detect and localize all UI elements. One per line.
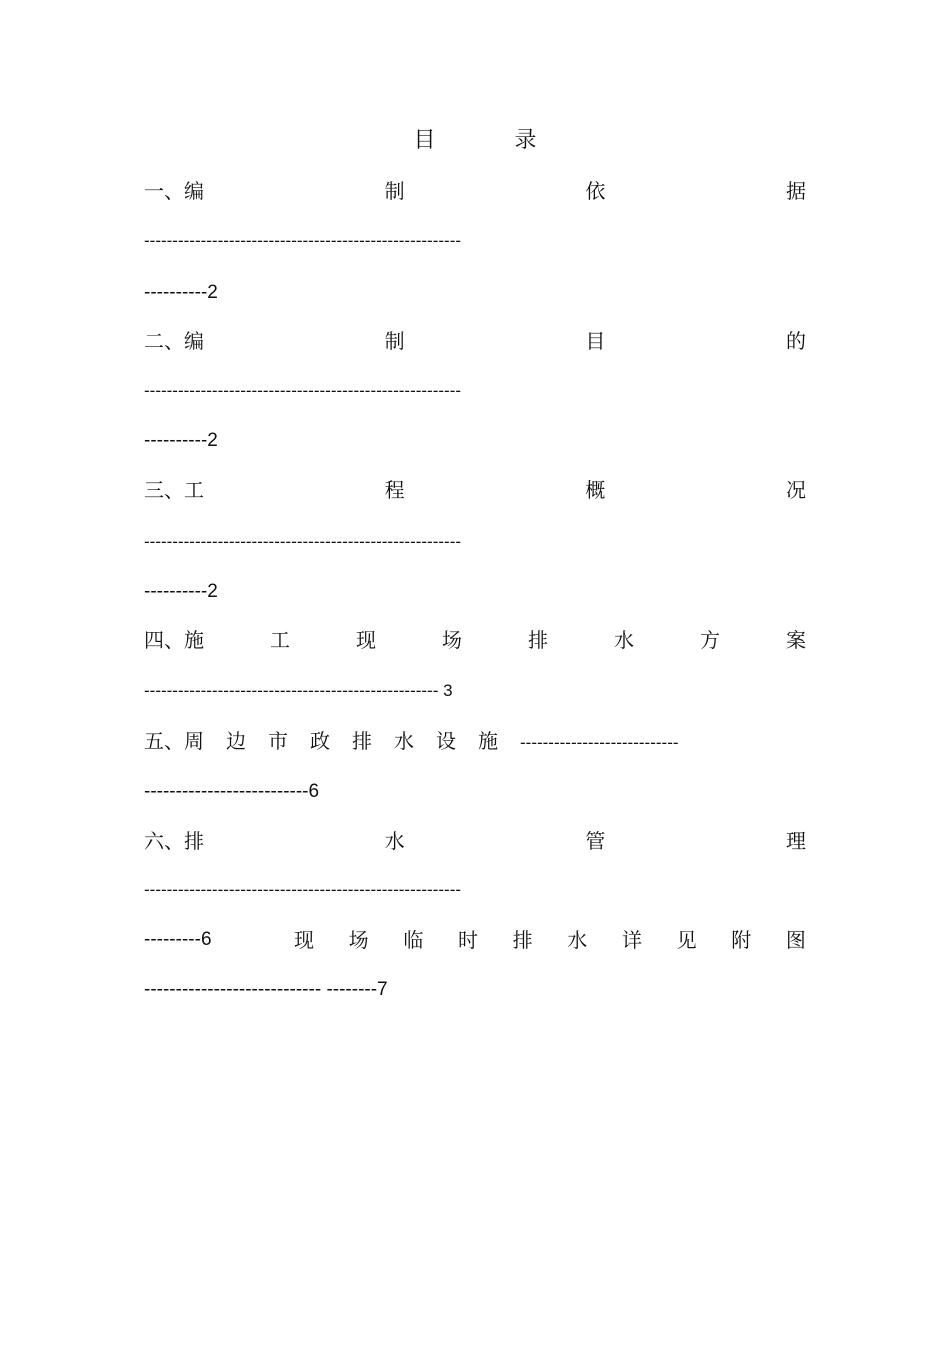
toc-entry-4-word: 水 <box>614 628 634 652</box>
toc-entry-2-page: ----------2 <box>144 430 218 451</box>
toc-entry-7-word: 时 <box>457 928 478 952</box>
toc-entry-5-word: 施 <box>478 729 498 753</box>
toc-entry-1-word: 制 <box>384 179 405 203</box>
toc-entry-5-word: 水 <box>394 729 414 753</box>
toc-entry-5-page: --------------------------6 <box>144 781 320 802</box>
toc-entry-7-word: 附 <box>731 928 752 952</box>
toc-entry-2-heading[interactable] <box>144 328 806 354</box>
toc-entry-4-word: 场 <box>442 628 462 652</box>
toc-entry-2-word: 制 <box>384 329 405 353</box>
toc-entry-7-word: 图 <box>785 928 806 952</box>
toc-entry-5-word: 设 <box>436 729 456 753</box>
toc-entry-4-heading[interactable] <box>144 627 806 653</box>
toc-entry-3-word: 三、工 <box>144 478 204 502</box>
toc-entry-3-heading[interactable] <box>144 477 806 503</box>
toc-entry-7-word: 临 <box>403 928 424 952</box>
toc-entry-4-word: 排 <box>528 628 548 652</box>
toc-entry-7-word: 场 <box>348 928 369 952</box>
toc-entry-7-word: 现 <box>294 928 314 952</box>
toc-entry-7-page: ---------------------------- --------7 <box>144 979 388 1000</box>
toc-entry-7-word: 详 <box>621 928 642 952</box>
toc-entry-6-word: 理 <box>785 829 806 853</box>
toc-entry-1-page: ----------2 <box>144 282 218 303</box>
toc-entry-1-word: 依 <box>585 179 606 203</box>
toc-entry-5-word: 政 <box>310 729 330 753</box>
toc-entry-6-heading[interactable] <box>144 828 806 854</box>
toc-entry-1-heading[interactable] <box>144 178 806 204</box>
toc-entry-2-word: 目 <box>585 329 606 353</box>
toc-entry-6-leader: -------------------------------------------------------- <box>144 880 462 899</box>
toc-entry-7-word: 水 <box>567 928 588 952</box>
toc-entry-3-word: 程 <box>384 478 405 502</box>
toc-entry-4-word: 方 <box>700 628 720 652</box>
toc-entry-6-word: 管 <box>585 829 606 853</box>
toc-entry-5-word: 排 <box>352 729 372 753</box>
toc-entry-3-word: 概 <box>585 478 606 502</box>
toc-entry-2-word: 二、编 <box>144 329 204 353</box>
toc-entry-4-word: 案 <box>786 628 806 652</box>
toc-entry-1-word: 据 <box>785 179 806 203</box>
toc-entry-3-word: 况 <box>785 478 806 502</box>
toc-entry-5-word: 边 <box>226 729 246 753</box>
toc-entry-1-leader: -------------------------------------------------------- <box>144 231 462 250</box>
toc-entry-6-7-line <box>144 927 806 953</box>
toc-entry-4-word: 现 <box>356 628 376 652</box>
toc-entry-4-leader-page: ---------------------------------------------------- 3 <box>144 681 453 700</box>
toc-entry-2-word: 的 <box>785 329 806 353</box>
toc-entry-7-heading[interactable] <box>294 927 806 953</box>
toc-entry-5-word: 市 <box>268 729 288 753</box>
toc-entry-6-word: 六、排 <box>144 829 204 853</box>
toc-entry-4-word: 四、施 <box>144 628 204 652</box>
toc-entry-7-word: 见 <box>676 928 697 952</box>
toc-entry-3-page: ----------2 <box>144 581 218 602</box>
toc-entry-5-leader: ---------------------------- <box>520 733 679 752</box>
toc-entry-6-page: ---------6 <box>144 929 212 950</box>
toc-entry-5-heading[interactable] <box>144 728 806 754</box>
toc-entry-3-leader: -------------------------------------------------------- <box>144 532 462 551</box>
toc-entry-1-word: 一、编 <box>144 179 204 203</box>
toc-entry-2-leader: -------------------------------------------------------- <box>144 381 462 400</box>
toc-entry-6-word: 水 <box>384 829 405 853</box>
toc-title: 目 录 <box>413 128 573 153</box>
toc-entry-4-word: 工 <box>270 628 290 652</box>
toc-entry-7-word: 排 <box>512 928 533 952</box>
toc-entry-5-word: 五、周 <box>144 729 204 753</box>
